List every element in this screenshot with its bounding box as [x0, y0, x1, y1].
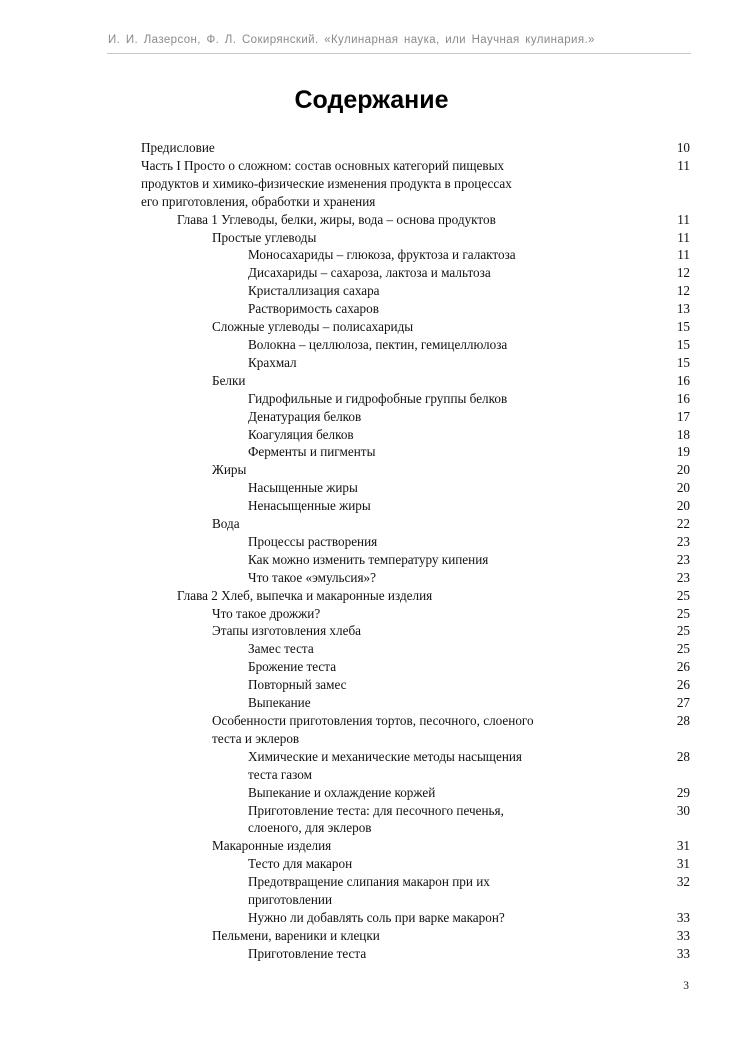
toc-entry-title: Волокна – целлюлоза, пектин, гемицеллюлоза — [248, 336, 508, 352]
toc-entry-page: 31 — [676, 838, 690, 854]
toc-entry[interactable] — [141, 515, 690, 533]
toc-entry-title: Приготовление теста — [248, 945, 367, 961]
toc-entry-title: Этапы изготовления хлеба — [212, 623, 362, 639]
toc-entry[interactable] — [141, 497, 690, 515]
toc-entry-title: Нужно ли добавлять соль при варке макарон? — [248, 909, 505, 925]
toc-entry-title: Что такое дрожжи? — [212, 605, 321, 621]
toc-entry-title: Химические и механические методы насыщения — [248, 748, 522, 764]
toc-entry[interactable] — [141, 479, 690, 497]
toc-entry[interactable] — [141, 658, 690, 676]
toc-entry-page: 25 — [676, 623, 690, 639]
toc-entry[interactable] — [141, 372, 690, 390]
running-header: И. И. Лазерсон, Ф. Л. Сокирянский. «Кулинарная наука, или Научная кулинария.» — [108, 34, 595, 46]
toc-entry[interactable] — [141, 676, 690, 694]
header-rule — [107, 53, 691, 54]
toc-entry-page: 28 — [676, 748, 690, 764]
toc-entry-page: 31 — [676, 856, 690, 872]
toc-entry-page: 19 — [676, 444, 690, 460]
toc-entry-title: Крахмал — [248, 354, 297, 370]
toc-entry[interactable] — [141, 390, 690, 408]
toc-entry-title: Приготовление теста: для песочного печенья, — [248, 802, 504, 818]
toc-entry-title: Вода — [212, 516, 240, 532]
toc-entry-page: 20 — [676, 498, 690, 514]
toc-entry[interactable] — [141, 712, 690, 748]
toc-entry-page: 23 — [676, 533, 690, 549]
toc-entry[interactable] — [141, 336, 690, 354]
toc-entry[interactable] — [141, 533, 690, 551]
toc-entry-page: 26 — [676, 659, 690, 675]
toc-entry-page: 11 — [677, 229, 690, 245]
toc-entry-page: 11 — [677, 211, 690, 227]
toc-entry-page: 33 — [676, 927, 690, 943]
toc-entry-page: 11 — [677, 247, 690, 263]
toc-entry-title: Ферменты и пигменты — [248, 444, 376, 460]
toc-entry-page: 27 — [676, 695, 690, 711]
toc-entry-title: Часть I Просто о сложном: состав основных категорий пищевых — [141, 157, 505, 173]
toc-entry[interactable] — [141, 246, 690, 264]
toc-entry-title: Сложные углеводы – полисахариды — [212, 319, 414, 335]
toc-entry[interactable] — [141, 605, 690, 623]
toc-entry-page: 15 — [676, 319, 690, 335]
toc-entry-title: приготовлении — [248, 892, 333, 908]
toc-entry[interactable] — [141, 802, 690, 838]
toc-entry[interactable] — [141, 264, 690, 282]
toc-entry-title: Белки — [212, 372, 246, 388]
toc-entry-page: 23 — [676, 569, 690, 585]
toc-entry-page: 25 — [676, 641, 690, 657]
toc-entry[interactable] — [141, 837, 690, 855]
toc-entry-title: слоеного, для эклеров — [248, 820, 372, 836]
page-title: Содержание — [294, 86, 449, 114]
toc-entry-title: Денатурация белков — [248, 408, 362, 424]
toc-entry-page: 25 — [676, 587, 690, 603]
toc-entry[interactable] — [141, 855, 690, 873]
toc-entry-page: 23 — [676, 551, 690, 567]
toc-entry-title: Повторный замес — [248, 677, 347, 693]
toc-entry-title: Процессы растворения — [248, 533, 378, 549]
toc-entry-title: Насыщенные жиры — [248, 480, 358, 496]
toc-entry-page: 16 — [676, 390, 690, 406]
page-number: 3 — [683, 980, 689, 992]
toc-entry-title: Как можно изменить температуру кипения — [248, 551, 489, 567]
toc-entry-title: Глава 1 Углеводы, белки, жиры, вода – основа продуктов — [177, 211, 496, 227]
toc-entry[interactable] — [141, 784, 690, 802]
toc-entry-title: Брожение теста — [248, 659, 337, 675]
toc-entry-title: Гидрофильные и гидрофобные группы белков — [248, 390, 508, 406]
toc-entry-page: 33 — [676, 909, 690, 925]
toc-entry-page: 26 — [676, 677, 690, 693]
toc-entry-title: Жиры — [212, 462, 247, 478]
toc-entry[interactable] — [141, 622, 690, 640]
toc-entry-title: Моносахариды – глюкоза, фруктоза и галактоза — [248, 247, 516, 263]
toc-entry[interactable] — [141, 443, 690, 461]
toc-entry-title: Растворимость сахаров — [248, 301, 379, 317]
table-of-contents — [141, 139, 690, 963]
toc-entry[interactable] — [141, 551, 690, 569]
toc-entry-title: Дисахариды – сахароза, лактоза и мальтоза — [248, 265, 491, 281]
toc-entry-title: Ненасыщенные жиры — [248, 498, 371, 514]
toc-entry-title: Выпекание и охлаждение коржей — [248, 784, 436, 800]
toc-entry[interactable] — [141, 229, 690, 247]
toc-entry-title: теста газом — [248, 766, 312, 782]
toc-entry-page: 25 — [676, 605, 690, 621]
toc-entry[interactable] — [141, 748, 690, 784]
toc-entry-title: Замес теста — [248, 641, 314, 657]
toc-entry-page: 17 — [676, 408, 690, 424]
toc-entry[interactable] — [141, 873, 690, 909]
toc-entry-title: Выпекание — [248, 695, 311, 711]
toc-entry-page: 32 — [676, 874, 690, 890]
toc-entry-page: 30 — [676, 802, 690, 818]
toc-entry-title: Пельмени, вареники и клецки — [212, 927, 380, 943]
toc-entry-page: 18 — [676, 426, 690, 442]
toc-entry-title: Простые углеводы — [212, 229, 317, 245]
toc-entry-page: 12 — [676, 265, 690, 281]
toc-entry-title: Что такое «эмульсия»? — [248, 569, 376, 585]
toc-entry-title: Макаронные изделия — [212, 838, 332, 854]
toc-entry[interactable] — [141, 426, 690, 444]
toc-entry-page: 16 — [676, 372, 690, 388]
toc-entry-page: 11 — [677, 157, 690, 173]
toc-entry[interactable] — [141, 408, 690, 426]
toc-entry-page: 29 — [676, 784, 690, 800]
toc-entry[interactable] — [141, 461, 690, 479]
toc-entry[interactable] — [141, 282, 690, 300]
toc-entry[interactable] — [141, 945, 690, 963]
toc-entry-page: 13 — [676, 301, 690, 317]
toc-entry-title: теста и эклеров — [212, 730, 300, 746]
toc-entry-page: 12 — [676, 283, 690, 299]
toc-entry[interactable] — [141, 927, 690, 945]
toc-entry[interactable] — [141, 354, 690, 372]
toc-entry-title: его приготовления, обработки и хранения — [141, 193, 376, 209]
toc-entry-title: Тесто для макарон — [248, 856, 353, 872]
toc-entry-page: 15 — [676, 336, 690, 352]
toc-entry-title: Коагуляция белков — [248, 426, 354, 442]
toc-entry-title: Предотвращение слипания макарон при их — [248, 874, 490, 890]
toc-entry[interactable] — [141, 300, 690, 318]
toc-entry[interactable] — [141, 569, 690, 587]
toc-entry-page: 10 — [676, 140, 690, 155]
toc-entry-page: 20 — [676, 462, 690, 478]
toc-entry-page: 15 — [676, 354, 690, 370]
toc-entry-page: 20 — [676, 480, 690, 496]
toc-entry[interactable] — [141, 211, 690, 229]
toc-entry-title: продуктов и химико-физические изменения продукта в процессах — [141, 175, 512, 191]
toc-entry[interactable] — [141, 640, 690, 658]
toc-entry-page: 28 — [676, 713, 690, 728]
toc-entry-page: 33 — [676, 945, 690, 961]
toc-entry[interactable] — [141, 139, 690, 157]
toc-entry-page: 22 — [676, 516, 690, 532]
toc-entry[interactable] — [141, 157, 690, 211]
toc-entry-title: Глава 2 Хлеб, выпечка и макаронные изделия — [177, 587, 433, 603]
toc-entry[interactable] — [141, 587, 690, 605]
toc-entry[interactable] — [141, 694, 690, 712]
toc-entry[interactable] — [141, 318, 690, 336]
toc-entry-title: Предисловие — [141, 140, 215, 155]
toc-entry-title: Особенности приготовления тортов, песочного, слоеного — [212, 713, 534, 728]
toc-entry[interactable] — [141, 909, 690, 927]
toc-entry-title: Кристаллизация сахара — [248, 283, 380, 299]
